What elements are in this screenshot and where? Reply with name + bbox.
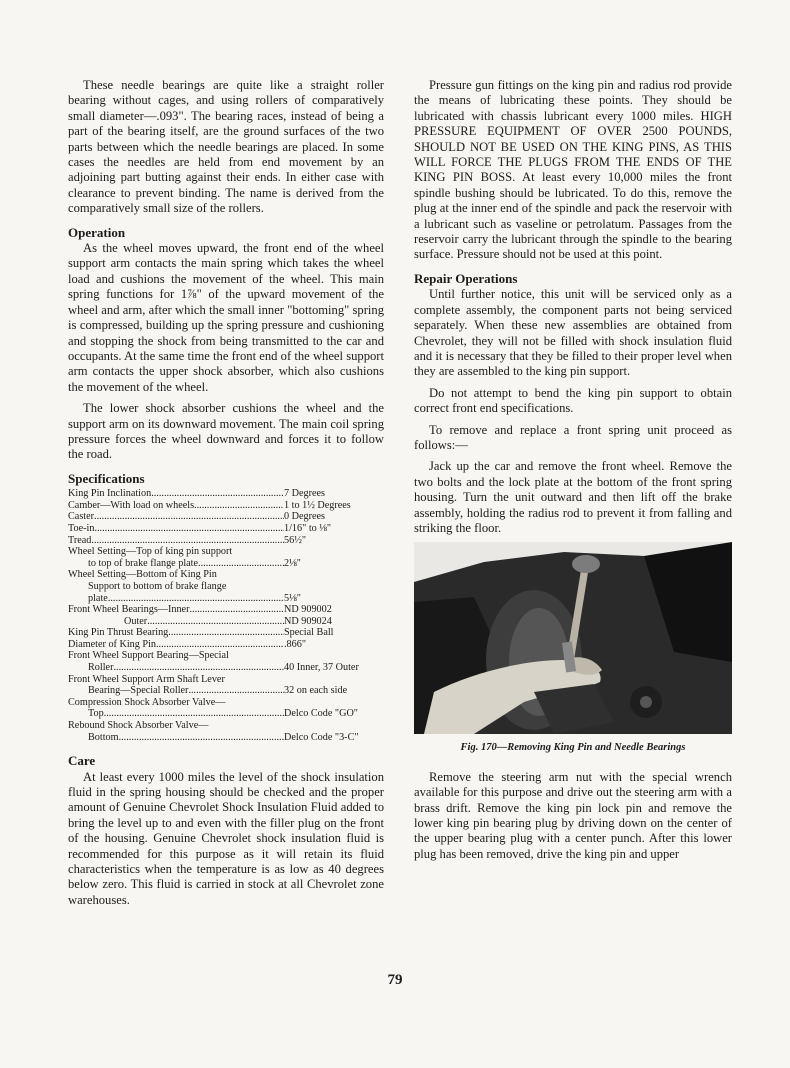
paragraph: The lower shock absorber cushions the wheel and the support arm on its downward movement. The main coil spring pressure forces the wheel downward and forces it to follow the road. <box>68 401 384 462</box>
figure-caption: Fig. 170—Removing King Pin and Needle Bearings <box>460 742 686 754</box>
section-heading-specifications: Specifications <box>68 470 145 486</box>
spec-row: King Pin Inclination ..... 7 Degrees <box>68 488 384 500</box>
figure-photo <box>414 542 732 734</box>
section-heading-care: Care <box>68 753 96 769</box>
spec-row: Bearing—Special Roller ..... 32 on each side <box>68 685 384 697</box>
spec-line: Wheel Setting—Top of king pin support <box>68 546 233 558</box>
spec-row: Top ..... Delco Code "GO" <box>68 708 384 720</box>
spec-line: Front Wheel Support Arm Shaft Lever <box>68 673 225 685</box>
spec-line: Rebound Shock Absorber Valve— <box>68 720 209 732</box>
paragraph: Do not attempt to bend the king pin support to obtain correct front end specifications. <box>414 385 732 416</box>
paragraph: Remove the steering arm nut with the special wrench available for this purpose and drive out the steering arm with a brass drift. Remove the king pin lock pin and remove the lower king pin bearing plug by driving down on the center of the upper bearing plug with a center punch. After this lower plug has been removed, drive the king pin and upper <box>414 769 732 861</box>
paragraph: Until further notice, this unit will be serviced only as a complete assembly, the component parts not being serviced separately. When these new assemblies are obtained from Chevrolet, they will not be filled with shock insulation fluid and it is necessary that they be filled to their proper level when they are assembled to the king pin support. <box>414 287 732 379</box>
spec-row: Bottom ..... Delco Code "3-C" <box>68 732 384 744</box>
spec-row: Caster ..... 0 Degrees <box>68 511 384 523</box>
right-column <box>414 78 732 868</box>
spec-row: plate ..... 5⅛" <box>68 593 384 605</box>
section-heading-repair-operations: Repair Operations <box>414 270 518 286</box>
paragraph: As the wheel moves upward, the front end of the wheel support arm contacts the main spring which takes the wheel load and cushions the movement of the wheel. This main spring functions for 1⅞" of the upward movement of the wheel and arm, after which the small inner "bottoming" spring is compressed, building up the spring pressure and cushioning and stopping the shock from being transmitted to the car and occupants. At the same time the front end of the wheel support arm contacts the upper shock absorber, which also cushions the movement of the wheel. <box>68 241 384 394</box>
spec-row: Tread ..... 56½" <box>68 535 384 547</box>
spec-row: to top of brake flange plate ..... 2⅛" <box>68 558 384 570</box>
spec-line: Front Wheel Support Bearing—Special <box>68 650 229 662</box>
spec-row: Toe-in ..... 1/16" to ⅛" <box>68 523 384 535</box>
paragraph: Jack up the car and remove the front wheel. Remove the two bolts and the lock plate at the bottom of the front spring housing. Turn the unit outward and then lift off the brake assembly, holding the radius rod to prevent it from falling and striking the floor. <box>414 459 732 535</box>
spec-row: King Pin Thrust Bearing ..... Special Ball <box>68 627 384 639</box>
paragraph: At least every 1000 miles the level of the shock insulation fluid in the spring housing should be checked and the proper amount of Genuine Chevrolet Shock Insulation Fluid added to bring the level up to and even with the filler plug on the front of the housing. Genuine Chevrolet shock insulation fluid is recommended for this purpose as it will retain its fluid characteristics when the temperature is as low as 40 degrees below zero. This fluid is carried in stock at all Chevrolet zone warehouses. <box>68 769 384 907</box>
paragraph: These needle bearings are quite like a straight roller bearing without cages, and using rollers of comparatively small diameter—.093". The bearing races, instead of being a part of the bearing itself, are the ground surfaces of the two parts between which the needle bearings are placed. In some cases the needles are held from end movement by an adjoining part butting against their ends. In either case with clearance to prevent binding. The name is derived from the comparatively small size of the rollers. <box>68 78 384 216</box>
spec-row: Diameter of King Pin ..... .866" <box>68 639 384 651</box>
spec-line: Support to bottom of brake flange <box>88 580 227 592</box>
spec-line: Compression Shock Absorber Valve— <box>68 696 226 708</box>
spec-row: Outer ..... ND 909024 <box>68 616 384 628</box>
spec-row: Front Wheel Bearings—Inner ..... ND 909002 <box>68 604 384 616</box>
left-column <box>68 78 384 914</box>
page-number: 79 <box>387 972 403 988</box>
spec-row: Roller ..... 40 Inner, 37 Outer <box>68 662 384 674</box>
spec-row: Camber—With load on wheels ..... 1 to 1½ Degrees <box>68 500 384 512</box>
specifications-list <box>68 488 384 743</box>
king-pin-removal-photo <box>414 542 732 734</box>
paragraph: Pressure gun fittings on the king pin and radius rod provide the means of lubricating these points. They should be lubricated with chassis lubricant every 1000 miles. HIGH PRESSURE EQUIPMENT OF OVER 2500 POUNDS, SHOULD NOT BE USED ON THE KING PINS, AS THIS WILL FORCE THE PLUGS FROM THE ENDS OF THE KING PIN BOSS. At least every 10,000 miles the front spindle bushing should be lubricated. To do this, remove the plug at the inner end of the spindle and pack the reservoir with a lubricant such as vaseline or petrolatum. Passages from the reservoir carry the lubricant through the spindle to the bearing surface. Pressure should not be used at this point. <box>414 78 732 262</box>
section-heading-operation: Operation <box>68 224 126 240</box>
paragraph: To remove and replace a front spring unit proceed as follows:— <box>414 422 732 452</box>
spec-line: Wheel Setting—Bottom of King Pin <box>68 569 217 581</box>
